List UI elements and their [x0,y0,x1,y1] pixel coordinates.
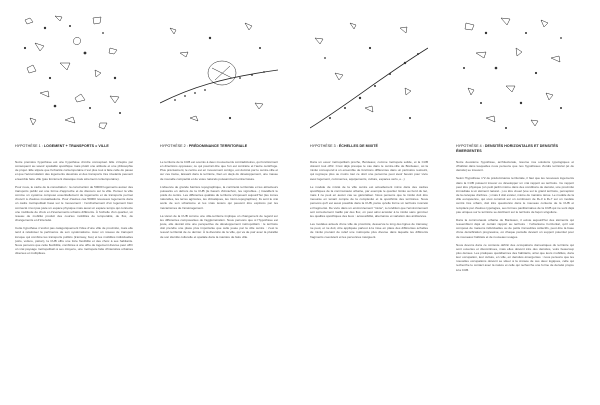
map-thumbnail-1 [15,8,133,138]
hypothesis-2-heading [160,144,278,149]
hypothesis-3-prefix: HYPOTHÈSE 3 : [310,144,339,148]
hypothesis-3-title: ÉCHELLES DE MIXITÉ [338,144,378,148]
map-thumbnail-3 [310,8,428,138]
hypothesis-4-prefix: HYPOTHÈSE 4 : [456,144,485,148]
column-hypothesis-1 [15,0,133,405]
column-hypothesis-2 [160,0,278,405]
paragraph: Dans la communauté urbaine de Bordeaux, il existe aujourd'hui des éléments qui ressemblent déjà un certain rapport au territoire : l'urbanisme horizontal, qu'il soit composé de maisons individuelles ou de petits immeubles collectifs, peut être la base d'une densification progressive, où chaque parcelle devient un support potentiel pour de nouveaux habitats et de nouveaux usages. [456,217,574,239]
hypothesis-3-heading [310,144,428,149]
hypothesis-1-heading [15,144,133,149]
paragraph: Selon l'hypothèse n°2 de prédominance territoriale, il faut que les nouveaux logements dans la CUB puissent trouver ou développer un vrai rapport au territoire. Ce rapport peut être physique (un petit jardin même dans des conditions de densité, une proximité immédiate à un élément naturel...) ou être visuel (vue sur le grand territoire, perception de la canopée d'arbres...) mais il doit exister, même de manière ténue. Le modèle de la ville européenne, qui s'est construit sur un continuum de R+3 à R+7 sur un modèle centré très urbain, doit être questionné dans le nouveau contexte de la CUB et remplacé par d'autres typologies, ses formes pavillonnaires de la CUB qui ne sont déjà pas uniques sur le territoire se déclinent sur le territoire de façon singulière. [456,176,574,214]
hypothesis-2-prefix: HYPOTHÈSE 2 : [160,144,189,148]
paragraph: Cette hypothèse n'exclut pas catégoriquement l'idée d'une ville de proximité, mais elle tend à relativiser la pertinence de son systématisme. Avec un réseau de transport lorsque qui combine les transports publics (tramway, bus) et les mobilités individuelles (vélo, voiture, piéton), la CUB offre une forte flexibilité et des choix à ses habitants. Nous pensons que cette flexibilité, combinée à une offre de logement diverse peut offrir un vrai paysage métropolitain à ses citoyens, une métropole faite d'intensités urbaines diverses et multipliées. [15,226,133,256]
map-thumbnail-2 [160,8,278,138]
paragraph: Nous devons dans ce contexte définir des occupations domestiques du territoire qui sont ouvertes et discontinues, mais elles doivent être des densités, voire beaucoup plus denses. Les pratiques quotidiennes des habitants, ainsi que leurs mobilités, dans leur occupation, leur culture, en ville, en densités émergentes : nous pensons que les nouvelles occupations doivent se situer à la croisée de ces deux logiques, celle qui recherche le contact avec la nature et celle qui recherche une forme de densité propre à la CUB. [456,242,574,272]
hypothesis-3-body [310,160,428,243]
paragraph: Notre première hypothèse est une hypothèse d'ordre conceptuel. Elle s'inspire par conséquent au savoir spatialité spécifique mais plutôt une attitude et une philosophie de projet. Elle stipule que l'urbanité contemporaine n'est plus tout à faite celle du passé et que l'accumulation des logements dessinés et des transports très nivelants peuvent ensemble faire ville (pas forcément classique mais sûrement contemporaine). [15,160,133,181]
hypothesis-4-title: DENSITÉS HORIZONTALES ET DENSITÉS ÉMERGENTES [456,144,559,153]
hypothesis-1-prefix: HYPOTHÈSE 1 : [15,144,44,148]
paragraph: Notre deuxième hypothèse, architecturale, résume nos solutions typologiques et d'habitat dans lesquelles nous pensons que nos hypothèses d'ordre territorial (et de densité) se trouvent. [456,160,574,173]
column-hypothesis-4 [456,0,574,405]
map-thumbnail-4 [456,8,574,138]
paragraph: La vision de la CUB comme une ville-territoire implique un changement de regard sur les différentes composantes de l'agglomération. Nous pensons que si l'hypothèse est juste, elle devrait être une perspective de développement métropolitain : le territoire doit prendre une place plus importante que celle jouée par la ville centre : c'est le ressort territorial de ce dernier. À la diversité de la ville, qui va de pair avec la pluralité de son identité culturelle et spatiale dans la manière de faire ville. [160,213,278,239]
hypothesis-4-heading [456,144,574,154]
column-hypothesis-3 [310,0,428,405]
paragraph: Dans un essor métropolitain proche, Bordeaux, comme métropole solide, et la CUB doivent tout offrir. C'est déjà presque le cas dans le centre-ville de Bordeaux, où la mixité correspond à un ensemble de fonctions différentes dans un périmètre restreint, qui regroupe plus ou moins tout ce dont une personne peut avoir besoin pour vivre avec logement, commerces, équipements, culture, espaces verts, e...) [310,160,428,181]
paragraph: Pour nous, le cadre de la consultation : la construction de 50000 logements autour des transports public est une forme d'approche et de discours sur la ville. Penser la ville comme un système composé essentiellement de logements et de transports permet d'ouvrir à d'autres mutualisations. Pour d'autres cas 50000 nouveaux logements dans un cadre métropolitain basé sur le mouvement : l'enchaînement d'un logement bien connecté n'est pas juste un espace physique mais aussi un espace temps qui connecte une multitude de choix et d'événements urbains différents. À l'échelle d'un quartier, un réseau de mobilité produit des courtes mobilités de temporalité, de flux, de changements et d'intensité. [15,184,133,223]
hypothesis-2-body [160,160,278,243]
hypothesis-2-title: PRÉDOMINANCE TERRITORIALE [188,144,248,148]
paragraph: Les modèles actuels d'une ville de proximité, desservie le long des lignes de tramway, ne peut, et ne doit, être appliquée partout à la mise en place des différentes échelles de mixité prenant de relief une métropole plus diverse dans laquelle les différents fragments coexistent et les personnes naviguent. [310,222,428,239]
hypothesis-4-body [456,160,574,276]
hypothesis-1-body [15,160,133,259]
hypothesis-1-title: LOGEMENT + TRANSPORTS = VILLE [43,144,109,148]
paragraph: Le territoire de la CUB est soumis à deux mouvements contradictoires, qui fonctionnent en directions opposées; ce qui pourrait dire que l'un est contraire et l'autre centrifuge. Plus précisément, le centre est en mouvement contigu, est dominé par le centre-ville et sur ces trame, laissant dans le territoire, bien en deçà du développement, une masse de nouvelle compacité et de voies naturels puissamment entrecroisés. [160,160,278,181]
paragraph: L'absence de grande barrière topographique, la continuité territoriale et les attracteurs puissants en dehors de la CUB (le bassin d'Arcachon, les vignobles...) travaillent le poids du centre. Les différentes qualités du territoire s'imposent aujourd'hui (les zones naturelles, les terres agricoles, les climatiques, les micro-topographies). Ils sont le vrai socle de son urbanisme et les vrais leviers qui peuvent être explorés par les mécanismes de l'aménagement. [160,184,278,210]
paragraph: Le modèle de mixité de la ville centre est actuellement mimé dans des cadres spécifiques de la communauté urbaine, par exemple le quartier Ginko au bord du lac, mais il ne peut en aucun cas se généraliser. Nous pensons que la mixité doit être mesurée en tenant compte de la complexité et la spécificité des territoires. Nous pensons qu'il est aussi possible dans la CUB, parce qu'elle forme un territoire morcelé et fragmenté. De vivre dans un environnement "mixte", à condition que l'environnement soit correctement maillé par des flux, on peut ainsi accéder à la mixité sans gommer les qualités spécifiques des lieux : accessibilité, alternance et variation des ambiances. [310,184,428,218]
